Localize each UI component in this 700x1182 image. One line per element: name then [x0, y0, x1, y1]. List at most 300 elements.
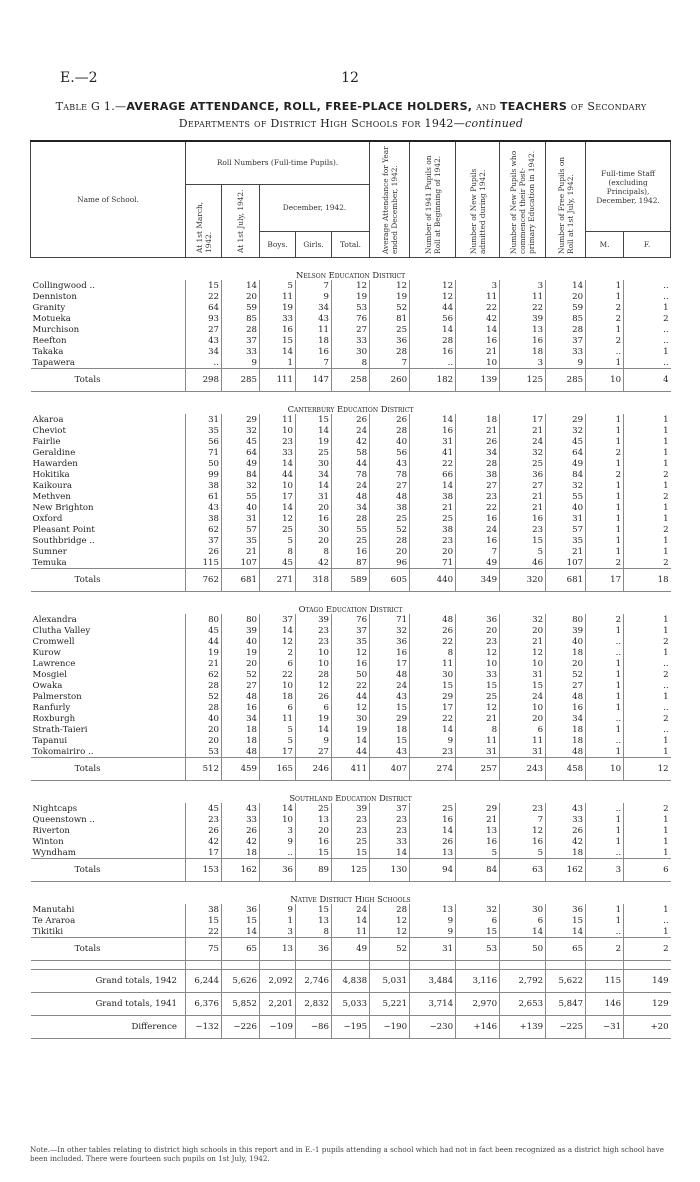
cell-value: 49	[332, 938, 370, 961]
cell-value: 2	[624, 524, 671, 535]
cell-value: 2,653	[500, 993, 546, 1016]
cell-value: 12	[332, 647, 370, 658]
cell-value: 18	[456, 414, 500, 425]
cell-value: 7	[456, 546, 500, 557]
cell-value: 28	[332, 513, 370, 524]
cell-value: 12	[624, 758, 671, 781]
cell-value: −132	[186, 1016, 222, 1039]
table-row	[31, 647, 671, 658]
school-name: Methven	[32, 491, 71, 502]
cell-value: 3,714	[410, 993, 456, 1016]
cell-value: 18	[296, 335, 332, 346]
cell-value: 33	[456, 669, 500, 680]
cell-value: 16	[410, 425, 456, 436]
cell-value: 18	[222, 847, 260, 859]
table-row	[31, 491, 671, 502]
school-name: Tikitiki	[32, 926, 64, 937]
cell-value: 23	[500, 524, 546, 535]
cell-value: 48	[410, 614, 456, 625]
cell-value: 1	[624, 502, 671, 513]
cell-value: 129	[624, 993, 671, 1016]
cell-value: 8	[456, 724, 500, 735]
cell-value: 12	[456, 702, 500, 713]
cell-value: 39	[296, 614, 332, 625]
cell-value: 271	[260, 569, 296, 592]
cell-value: 2	[586, 614, 624, 625]
cell-value: ..	[586, 803, 624, 814]
cell-value: 40	[370, 436, 410, 447]
table-label: Table G 1.—	[55, 100, 127, 113]
cell-value: 12	[410, 280, 456, 291]
cell-value: 96	[370, 557, 410, 569]
cell-value: 41	[410, 447, 456, 458]
table-row	[31, 735, 671, 746]
cell-value: 407	[370, 758, 410, 781]
cell-value: 37	[546, 335, 586, 346]
cell-value: 20	[370, 546, 410, 557]
table-row	[31, 524, 671, 535]
cell-value: 31	[456, 746, 500, 758]
title-rest: of Secondary	[567, 100, 647, 113]
cell-value: 30	[296, 458, 332, 469]
cell-value: 7	[296, 280, 332, 291]
cell-value: 147	[296, 369, 332, 392]
cell-value: 162	[222, 859, 260, 882]
cell-value: 13	[500, 324, 546, 335]
cell-value: 411	[332, 758, 370, 781]
cell-value: 43	[546, 803, 586, 814]
cell-value: 21	[456, 346, 500, 357]
cell-value: ..	[624, 724, 671, 735]
cell-value: 274	[410, 758, 456, 781]
cell-value: 24	[456, 524, 500, 535]
cell-value: 182	[410, 369, 456, 392]
cell-value: 50	[332, 669, 370, 680]
cell-value: 22	[260, 669, 296, 680]
cell-value: 11	[500, 291, 546, 302]
cell-value: 20	[500, 713, 546, 724]
cell-value: 35	[222, 535, 260, 546]
school-name: Hawarden	[32, 458, 78, 469]
cell-value: 26	[222, 825, 260, 836]
cell-value: 12	[370, 915, 410, 926]
cell-value: 9	[260, 836, 296, 847]
cell-value: 10	[296, 658, 332, 669]
cell-value: 36	[456, 614, 500, 625]
cell-value: 42	[222, 836, 260, 847]
cell-value: 45	[546, 436, 586, 447]
cell-value: 39	[222, 625, 260, 636]
cell-value: 1	[624, 447, 671, 458]
school-name: Granity	[32, 302, 66, 313]
cell-value: 65	[222, 938, 260, 961]
cell-value: 80	[546, 614, 586, 625]
cell-value: 8	[296, 926, 332, 938]
cell-value: 34	[296, 469, 332, 480]
cell-value: 56	[370, 447, 410, 458]
district-heading-text: Nelson Education District	[295, 270, 406, 280]
header-staff-m: M.	[586, 232, 624, 258]
school-name: Wyndham	[32, 847, 76, 858]
cell-value: 12	[500, 647, 546, 658]
cell-value: ..	[624, 324, 671, 335]
school-name: Totals	[31, 569, 186, 592]
cell-value: 49	[456, 557, 500, 569]
table-row	[31, 724, 671, 735]
cell-value: 1	[586, 814, 624, 825]
cell-value: 33	[222, 346, 260, 357]
cell-value: 3,484	[410, 970, 456, 993]
cell-value: 62	[186, 524, 222, 535]
cell-value: 34	[332, 502, 370, 513]
grand-total-row	[31, 993, 671, 1016]
table-title	[20, 98, 682, 132]
cell-value: 64	[546, 447, 586, 458]
cell-value: 458	[546, 758, 586, 781]
cell-value: 32	[546, 480, 586, 491]
cell-value: 26	[410, 625, 456, 636]
cell-value: 18	[500, 346, 546, 357]
cell-value: 34	[296, 302, 332, 313]
cell-value: 19	[222, 647, 260, 658]
cell-value: 1	[586, 414, 624, 425]
table-row	[31, 280, 671, 291]
cell-value: 19	[370, 291, 410, 302]
cell-value: 48	[370, 669, 410, 680]
school-name: Winton	[32, 836, 64, 847]
cell-value: 45	[260, 557, 296, 569]
cell-value: 246	[296, 758, 332, 781]
cell-value: 71	[370, 614, 410, 625]
cell-value: 42	[186, 836, 222, 847]
cell-value: ..	[624, 915, 671, 926]
cell-value: 36	[222, 904, 260, 915]
cell-value: 459	[222, 758, 260, 781]
cell-value: 37	[370, 803, 410, 814]
school-name: Ranfurly	[32, 702, 71, 713]
cell-value: 111	[260, 369, 296, 392]
cell-value: 5	[260, 724, 296, 735]
cell-value: 35	[332, 636, 370, 647]
grand-total-row	[31, 1016, 671, 1039]
header-name-of-school: Name of School.	[31, 141, 186, 258]
cell-value: +139	[500, 1016, 546, 1039]
cell-value: 1	[624, 825, 671, 836]
cell-value: 25	[410, 803, 456, 814]
school-name: Tokomairiro ..	[32, 746, 94, 757]
cell-value: 681	[222, 569, 260, 592]
cell-value: 36	[546, 904, 586, 915]
cell-value: 115	[186, 557, 222, 569]
cell-value: 15	[332, 847, 370, 859]
cell-value: 13	[410, 904, 456, 915]
cell-value: 6	[260, 658, 296, 669]
table-row	[31, 915, 671, 926]
cell-value: 22	[410, 636, 456, 647]
cell-value: 5	[260, 280, 296, 291]
cell-value: 1	[586, 746, 624, 758]
table-row	[31, 535, 671, 546]
cell-value: 5,626	[222, 970, 260, 993]
table-row	[31, 324, 671, 335]
cell-value: 6	[456, 915, 500, 926]
cell-value: 29	[370, 713, 410, 724]
cell-value: 1	[586, 280, 624, 291]
cell-value: 20	[456, 625, 500, 636]
cell-value: 2	[624, 313, 671, 324]
cell-value: 18	[222, 735, 260, 746]
cell-value: 93	[186, 313, 222, 324]
cell-value: 26	[370, 414, 410, 425]
cell-value: 31	[410, 436, 456, 447]
cell-value: 45	[222, 436, 260, 447]
school-name: Totals	[31, 859, 186, 882]
cell-value: 53	[456, 938, 500, 961]
cell-value: 52	[222, 669, 260, 680]
cell-value: 4	[624, 369, 671, 392]
cell-value: 6	[260, 702, 296, 713]
cell-value: 22	[410, 458, 456, 469]
table-row	[31, 414, 671, 425]
cell-value: 260	[370, 369, 410, 392]
cell-value: 50	[186, 458, 222, 469]
cell-value: 20	[186, 735, 222, 746]
cell-value: 25	[332, 836, 370, 847]
cell-value: 18	[222, 724, 260, 735]
cell-value: 21	[186, 658, 222, 669]
cell-value: 42	[456, 313, 500, 324]
cell-value: 258	[332, 369, 370, 392]
header-new-admitted: Number of New Pupils admitted during 1942.	[456, 141, 500, 258]
school-name: Grand totals, 1941	[31, 993, 186, 1016]
table-row	[31, 291, 671, 302]
cell-value: 53	[332, 302, 370, 313]
cell-value: 39	[500, 313, 546, 324]
cell-value: 15	[222, 915, 260, 926]
cell-value: 43	[186, 502, 222, 513]
cell-value: 3	[500, 357, 546, 369]
cell-value: 8	[296, 546, 332, 557]
cell-value: 1	[624, 414, 671, 425]
cell-value: 11	[260, 414, 296, 425]
cell-value: 43	[222, 803, 260, 814]
cell-value: ..	[410, 357, 456, 369]
cell-value: 28	[370, 425, 410, 436]
cell-value: 6,244	[186, 970, 222, 993]
cell-value: 149	[624, 970, 671, 993]
table-row	[31, 713, 671, 724]
cell-value: 16	[546, 702, 586, 713]
cell-value: 21	[546, 546, 586, 557]
school-name: Palmerston	[32, 691, 82, 702]
table-body	[31, 258, 671, 1039]
cell-value: 125	[332, 859, 370, 882]
cell-value: 24	[500, 691, 546, 702]
cell-value: 12	[332, 702, 370, 713]
cell-value: 14	[296, 724, 332, 735]
cell-value: 49	[222, 458, 260, 469]
cell-value: ..	[624, 280, 671, 291]
table-row	[31, 513, 671, 524]
cell-value: 22	[456, 302, 500, 313]
cell-value: 43	[296, 313, 332, 324]
cell-value: 30	[410, 669, 456, 680]
cell-value: 34	[186, 346, 222, 357]
cell-value: 32	[222, 425, 260, 436]
cell-value: 15	[186, 915, 222, 926]
cell-value: 1	[586, 524, 624, 535]
cell-value: 27	[222, 680, 260, 691]
school-name: Pleasant Point	[32, 524, 95, 535]
cell-value: 29	[410, 691, 456, 702]
cell-value: 66	[410, 469, 456, 480]
cell-value: 17	[260, 746, 296, 758]
cell-value: 12	[296, 680, 332, 691]
district-heading	[31, 882, 671, 905]
cell-value: 13	[296, 915, 332, 926]
cell-value: 23	[500, 803, 546, 814]
cell-value: 1	[586, 691, 624, 702]
cell-value: 38	[186, 513, 222, 524]
cell-value: 24	[332, 425, 370, 436]
cell-value: 5,622	[546, 970, 586, 993]
cell-value: 15	[500, 535, 546, 546]
cell-value: ..	[624, 291, 671, 302]
cell-value: 5	[260, 735, 296, 746]
header-roll-march: At 1st March, 1942.	[186, 185, 222, 258]
cell-value: 21	[222, 546, 260, 557]
cell-value: 1	[586, 904, 624, 915]
table-row	[31, 436, 671, 447]
cell-value: 23	[332, 825, 370, 836]
school-name: Geraldine	[32, 447, 76, 458]
cell-value: 11	[456, 291, 500, 302]
cell-value: 14	[456, 324, 500, 335]
header-roll-numbers: Roll Numbers (Full-time Pupils).	[186, 141, 370, 185]
cell-value: 10	[260, 680, 296, 691]
cell-value: 14	[260, 803, 296, 814]
cell-value: 165	[260, 758, 296, 781]
cell-value: 37	[332, 625, 370, 636]
cell-value: 285	[546, 369, 586, 392]
cell-value: 25	[410, 513, 456, 524]
cell-value: 5	[500, 546, 546, 557]
cell-value: 40	[222, 502, 260, 513]
cell-value: 14	[410, 324, 456, 335]
cell-value: 16	[296, 836, 332, 847]
cell-value: 16	[500, 836, 546, 847]
school-name: Lawrence	[32, 658, 76, 669]
table-row	[31, 625, 671, 636]
cell-value: 23	[456, 491, 500, 502]
cell-value: 24	[332, 480, 370, 491]
cell-value: 25	[260, 524, 296, 535]
cell-value: 31	[222, 513, 260, 524]
header-free-pupils: Number of Free Pupils on Roll at 1st July, 1942.	[546, 141, 586, 258]
cell-value: 318	[296, 569, 332, 592]
cell-value: 48	[222, 691, 260, 702]
cell-value: 34	[546, 713, 586, 724]
cell-value: 5	[500, 847, 546, 859]
cell-value: 2	[586, 938, 624, 961]
cell-value: 1	[624, 847, 671, 859]
cell-value: 25	[296, 803, 332, 814]
cell-value: 9	[296, 291, 332, 302]
table-row	[31, 469, 671, 480]
cell-value: 15	[410, 680, 456, 691]
cell-value: 57	[546, 524, 586, 535]
cell-value: 2	[624, 636, 671, 647]
cell-value: 11	[410, 658, 456, 669]
cell-value: 36	[370, 335, 410, 346]
cell-value: ..	[586, 346, 624, 357]
cell-value: 25	[456, 691, 500, 702]
cell-value: 57	[222, 524, 260, 535]
cell-value: −31	[586, 1016, 624, 1039]
page-reference: E.—2	[60, 70, 98, 86]
district-heading	[31, 392, 671, 415]
cell-value: 27	[370, 480, 410, 491]
cell-value: 8	[410, 647, 456, 658]
table-row	[31, 702, 671, 713]
cell-value: 20	[296, 535, 332, 546]
cell-value: 18	[624, 569, 671, 592]
title-line2: Departments of District High Schools for 1942	[178, 117, 454, 130]
school-name: Sumner	[32, 546, 67, 557]
cell-value: 1	[624, 746, 671, 758]
cell-value: 15	[370, 702, 410, 713]
table-row	[31, 836, 671, 847]
cell-value: 18	[546, 647, 586, 658]
cell-value: 14	[410, 414, 456, 425]
school-name: New Brighton	[32, 502, 94, 513]
cell-value: 40	[186, 713, 222, 724]
school-name: Difference	[31, 1016, 186, 1039]
cell-value: 36	[500, 469, 546, 480]
cell-value: 43	[370, 746, 410, 758]
cell-value: 16	[260, 324, 296, 335]
table-row	[31, 447, 671, 458]
cell-value: 25	[500, 458, 546, 469]
cell-value: 1	[624, 480, 671, 491]
cell-value: 26	[456, 436, 500, 447]
cell-value: 18	[546, 735, 586, 746]
cell-value: 10	[500, 702, 546, 713]
cell-value: 1	[624, 614, 671, 625]
cell-value: 14	[296, 480, 332, 491]
cell-value: 14	[410, 724, 456, 735]
school-name: Motueka	[32, 313, 71, 324]
cell-value: 99	[186, 469, 222, 480]
cell-value: 27	[500, 480, 546, 491]
table-row	[31, 546, 671, 557]
school-name: Riverton	[32, 825, 70, 836]
cell-value: 84	[546, 469, 586, 480]
cell-value: 2	[624, 713, 671, 724]
cell-value: 5,033	[332, 993, 370, 1016]
cell-value: 1	[624, 425, 671, 436]
cell-value: 42	[546, 836, 586, 847]
cell-value: 31	[296, 491, 332, 502]
cell-value: 48	[332, 491, 370, 502]
cell-value: 2	[624, 803, 671, 814]
cell-value: 2,792	[500, 970, 546, 993]
cell-value: 14	[546, 280, 586, 291]
cell-value: 52	[370, 302, 410, 313]
cell-value: 2,746	[296, 970, 332, 993]
cell-value: 14	[296, 425, 332, 436]
cell-value: 52	[186, 691, 222, 702]
